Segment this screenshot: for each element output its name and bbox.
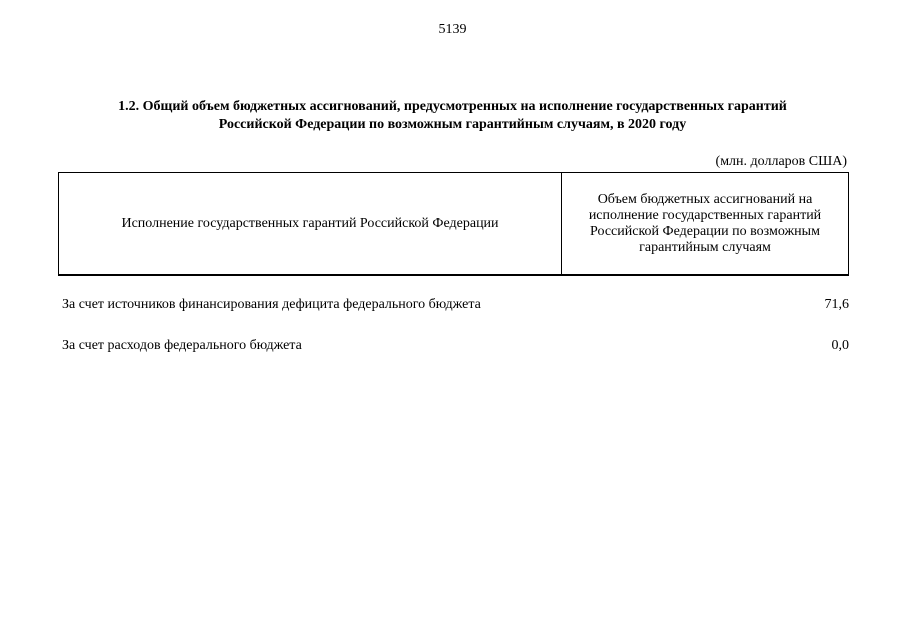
column-header-allocation-volume: Объем бюджетных ассигнований на исполнение государственных гарантий Российской Федерации по возможным гарантийным случаям [588,191,822,255]
section-title [60,98,845,134]
table-row [62,338,849,354]
section-title-line-1: 1.2. Общий объем бюджетных ассигнований, предусмотренных на исполнение государственных гарантий [118,99,787,114]
row-label: За счет источников финансирования дефицита федерального бюджета [62,297,481,312]
table-row [62,297,849,313]
units-label: (млн. долларов США) [715,154,847,169]
page-number: 5139 [438,22,467,37]
row-value: 0,0 [831,338,849,353]
table-header [58,172,849,276]
column-header-guarantee-execution: Исполнение государственных гарантий Российской Федерации [59,173,562,274]
row-label: За счет расходов федерального бюджета [62,338,302,353]
section-title-line-2: Российской Федерации по возможным гарантийным случаям, в 2020 году [218,117,687,132]
row-value: 71,6 [824,297,849,312]
